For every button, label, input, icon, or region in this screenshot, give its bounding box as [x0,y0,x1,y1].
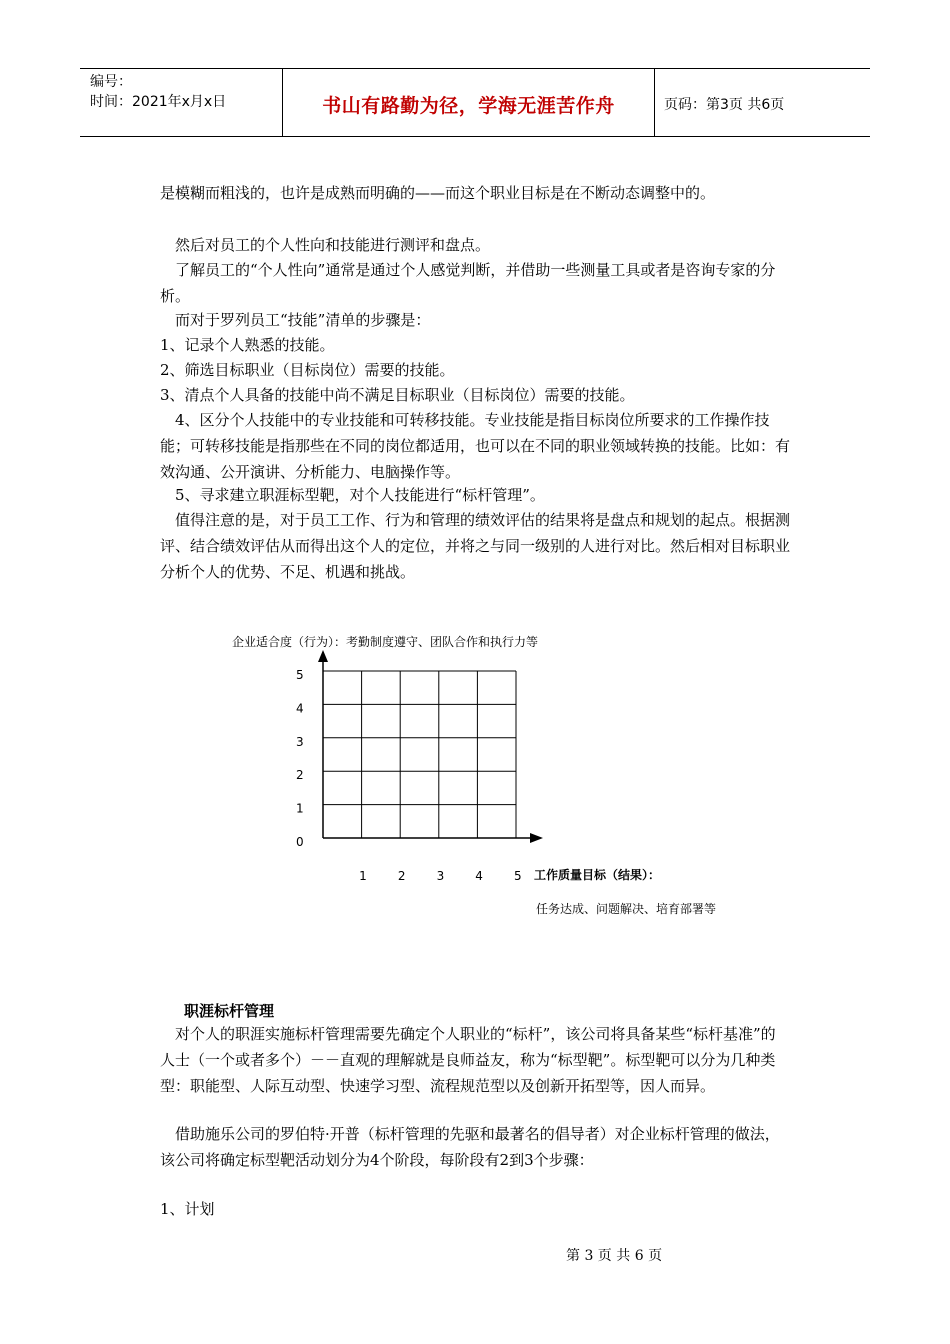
chart-x-ticks [359,869,521,883]
list-item: 1、记录个人熟悉的技能。 [160,336,335,354]
x-axis-arrow [530,833,543,843]
section-heading: 职涯标杆管理 [184,1002,275,1020]
list-item: 1、计划 [160,1200,215,1218]
y-tick-label: 2 [296,768,304,783]
y-tick-label: 4 [296,701,304,716]
chart-y-ticks [296,668,304,849]
x-tick-label: 5 [513,869,522,883]
header-page-info: 页码：第3页 共6页 [664,97,785,113]
list-item: 2、筛选目标职业（目标岗位）需要的技能。 [160,361,455,379]
document-time-label: 时间：2021年x月x日 [90,94,227,110]
chart-grid [323,671,516,838]
paragraph: 是模糊而粗浅的，也许是成熟而明确的——而这个职业目标是在不断动态调整中的。 [160,184,716,202]
chart-x-axis-label: 工作质量目标（结果）： [534,868,661,882]
y-tick-label: 5 [296,668,304,682]
paragraph: 值得注意的是，对于员工工作、行为和管理的绩效评估的结果将是盘点和规划的起点。根据测评、结合绩效评估从而得出这个人的定位，并将之与同一级别的人进行对比。然后相对目标职业分析个人的优势、不足、机遇和挑战。 [160,511,791,581]
y-tick-label: 0 [296,835,304,849]
x-tick-label: 3 [436,869,445,883]
chart-axes [318,650,543,843]
page-footer: 第 3 页 共 6 页 [566,1248,663,1264]
paragraph: 借助施乐公司的罗伯特·开普（标杆管理的先驱和最著名的倡导者）对企业标杆管理的做法，该公司将确定标型靶活动划分为4个阶段，每阶段有2到3个步骤： [160,1125,780,1169]
chart-y-axis-label: 企业适合度（行为）：考勤制度遵守、团队合作和执行力等 [232,635,539,649]
paragraph: 然后对员工的个人性向和技能进行测评和盘点。 [160,236,491,254]
paragraph: 对个人的职涯实施标杆管理需要先确定个人职业的“标杆”，该公司将具备某些“标杆基准”的人士（一个或者多个）－－直观的理解就是良师益友，称为“标型靶”。标型靶可以分为几种类型：职能型、人际互动型、快速学习型、流程规范型以及创新开拓型等，因人而异。 [160,1025,776,1095]
y-tick-label: 1 [296,801,304,816]
paragraph: 了解员工的“个人性向”通常是通过个人感觉判断，并借助一些测量工具或者是咨询专家的分析。 [160,261,776,305]
x-tick-label: 2 [397,869,406,883]
list-item: 3、清点个人具备的技能中尚不满足目标职业（目标岗位）需要的技能。 [160,386,635,404]
y-tick-label: 3 [296,734,304,749]
paragraph: 5、寻求建立职涯标型靶，对个人技能进行“标杆管理”。 [160,486,545,504]
x-tick-label: 1 [359,869,367,883]
y-axis-arrow [318,650,328,662]
x-tick-label: 4 [475,869,483,883]
paragraph: 而对于罗列员工“技能”清单的步骤是： [160,311,431,329]
header-motto: 书山有路勤为径，学海无涯苦作舟 [322,95,615,117]
chart-x-axis-note: 任务达成、问题解决、培育部署等 [536,902,717,916]
document-number-label: 编号： [90,74,132,90]
paragraph: 4、区分个人技能中的专业技能和可转移技能。专业技能是指目标岗位所要求的工作操作技能；可转移技能是指那些在不同的岗位都适用，也可以在不同的职业领域转换的技能。比如：有效沟通、公开演讲、分析能力、电脑操作等。 [160,411,791,481]
